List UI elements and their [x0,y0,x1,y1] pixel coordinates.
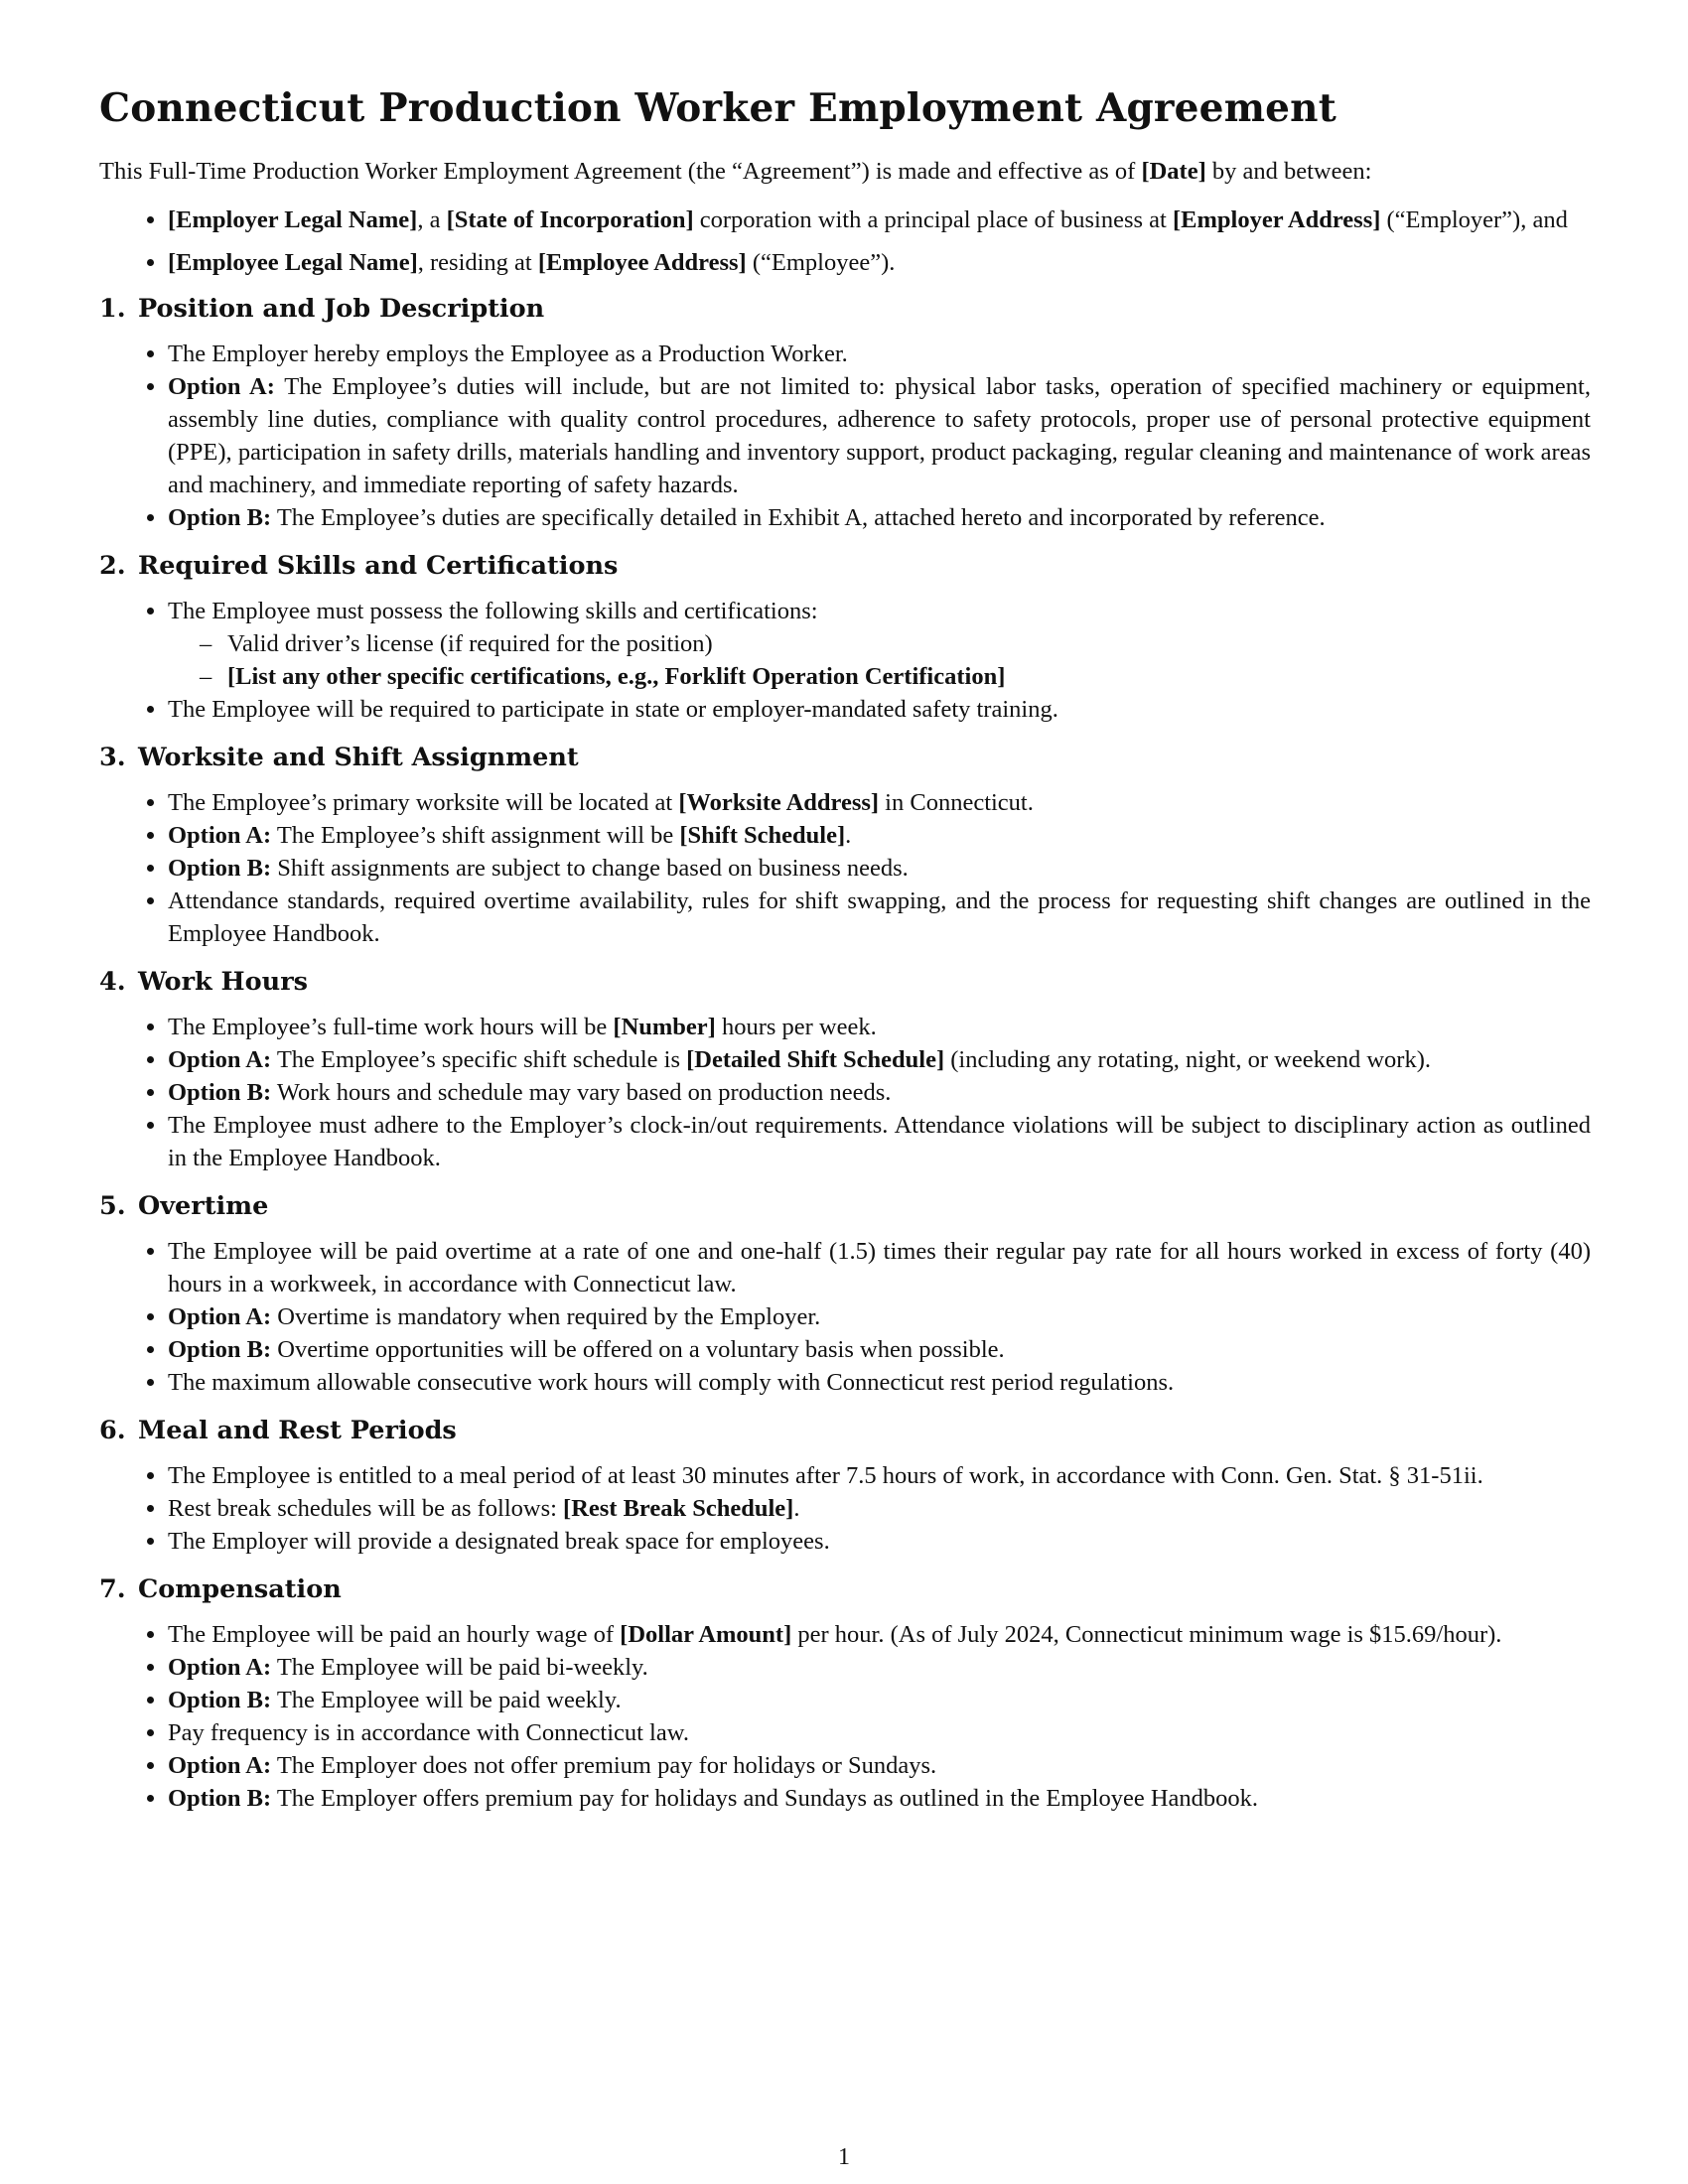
option-text: The Employee will be paid bi-weekly. [271,1654,648,1681]
section-heading-6 [99,1415,1591,1447]
option-label: Option B: [168,1336,272,1363]
certification-field: [List any other specific certifications, e.g., Forklift Operation Certification] [227,663,1006,690]
list-item: • The Employee will be paid overtime at a rate of one and one-half (1.5) times their regular pay rate for all hours worked in excess of forty (40) hours in a workweek, in accordance with Connecticut law. [168,1235,1591,1300]
section-number: 2. [99,551,126,581]
list-item [168,1043,1591,1076]
section-number: 1. [99,294,126,324]
party-text: (“Employer”), and [1380,206,1568,233]
option-text: The Employee’s shift assignment will be [271,822,680,849]
option-label: Option A: [168,1046,272,1073]
list-item [168,595,1591,693]
party-text: , residing at [417,249,538,276]
section-title: Work Hours [138,967,308,997]
party-employee [168,246,1591,279]
agreement-page [99,83,1591,1831]
employer-address-field: [Employer Address] [1172,206,1381,233]
list-item: • The Employee is entitled to a meal period of at least 30 minutes after 7.5 hours of work, in accordance with Conn. Gen. Stat. § 31-51ii. [168,1459,1591,1492]
page-number: 1 [838,2144,850,2170]
option-text: The Employee’s specific shift schedule is [271,1046,687,1073]
option-text: Shift assignments are subject to change based on business needs. [271,855,909,882]
party-text: (“Employee”). [746,249,896,276]
section-title: Overtime [138,1191,269,1221]
section-number: 6. [99,1416,126,1445]
list-item-text: in Connecticut. [879,789,1034,816]
section-heading-2 [99,550,1591,583]
worksite-address-field: [Worksite Address] [678,789,880,816]
option-text: . [845,822,852,849]
intro-text: This Full-Time Production Worker Employment Agreement (the “Agreement”) is made and effective as of [99,158,1142,185]
section-number: 3. [99,743,126,772]
section-heading-1 [99,293,1591,326]
list-item [168,1076,1591,1109]
option-text: Overtime is mandatory when required by the Employer. [271,1303,821,1330]
option-text: The Employer offers premium pay for holidays and Sundays as outlined in the Employee Handbook. [271,1785,1259,1812]
list-item [168,1684,1591,1716]
option-text: The Employee’s duties will include, but are not limited to: physical labor tasks, operation of specified machinery or equipment, assembly line duties, compliance with quality control procedures, adherence to safety protocols, proper use of personal protective equipment (PPE), participation in safety drills, materials handling and inventory support, product packaging, regular cleaning and maintenance of work areas and machinery, and immediate reporting of safety hazards. [168,373,1591,498]
option-label: Option B: [168,855,272,882]
rest-break-schedule-field: [Rest Break Schedule] [563,1495,794,1522]
section-title: Position and Job Description [138,294,545,324]
list-item: • Attendance standards, required overtime availability, rules for shift swapping, and the process for requesting shift changes are outlined in the Employee Handbook. [168,885,1591,950]
list-item [168,1492,1591,1525]
section-3-list [99,786,1591,950]
section-7-list [99,1618,1591,1815]
section-title: Meal and Rest Periods [138,1416,457,1445]
sub-list-item [227,660,1591,693]
section-5-list [99,1235,1591,1399]
option-label: Option B: [168,1079,272,1106]
section-heading-5 [99,1190,1591,1223]
intro-text-end: by and between: [1205,158,1372,185]
list-item-text: The Employee will be paid an hourly wage of [168,1621,621,1648]
list-item [168,501,1591,534]
document-title: Connecticut Production Worker Employment Agreement [99,85,1336,131]
list-item-text: The Employee’s full-time work hours will be [168,1014,614,1040]
list-item [168,819,1591,852]
shift-schedule-field: [Shift Schedule] [679,822,846,849]
option-label: Option B: [168,1785,272,1812]
date-field: [Date] [1141,158,1206,185]
employee-name-field: [Employee Legal Name] [168,249,418,276]
section-heading-7 [99,1573,1591,1606]
list-item-text: . [793,1495,800,1522]
list-item [168,1782,1591,1815]
list-item [168,1651,1591,1684]
list-item-text: per hour. (As of July 2024, Connecticut minimum wage is $15.69/hour). [791,1621,1502,1648]
detailed-shift-schedule-field: [Detailed Shift Schedule] [686,1046,945,1073]
option-label: Option A: [168,822,272,849]
section-number: 7. [99,1574,126,1604]
list-item [168,786,1591,819]
option-text: (including any rotating, night, or weekend work). [944,1046,1431,1073]
sub-list-item: – Valid driver’s license (if required for the position) [227,627,1591,660]
option-label: Option B: [168,504,272,531]
list-item-text: hours per week. [715,1014,877,1040]
option-label: Option A: [168,373,275,400]
option-text: The Employee will be paid weekly. [271,1687,622,1713]
section-1-list [99,338,1591,534]
option-label: Option B: [168,1687,272,1713]
intro-paragraph [99,155,1591,188]
list-item [168,1749,1591,1782]
option-label: Option A: [168,1303,272,1330]
list-item: • The Employee will be required to participate in state or employer-mandated safety training. [168,693,1591,726]
party-text: corporation with a principal place of business at [693,206,1173,233]
list-item [168,370,1591,501]
list-item [168,1618,1591,1651]
section-4-list [99,1011,1591,1174]
list-item: • The maximum allowable consecutive work hours will comply with Connecticut rest period regulations. [168,1366,1591,1399]
list-item [168,852,1591,885]
party-employer [168,204,1591,236]
dollar-amount-field: [Dollar Amount] [620,1621,792,1648]
parties-list [99,204,1591,279]
option-label: Option A: [168,1654,272,1681]
list-item: • The Employee must adhere to the Employer’s clock-in/out requirements. Attendance violations will be subject to disciplinary action as outlined in the Employee Handbook. [168,1109,1591,1174]
section-title: Required Skills and Certifications [138,551,619,581]
section-title: Worksite and Shift Assignment [138,743,579,772]
option-label: Option A: [168,1752,272,1779]
section-6-list [99,1459,1591,1558]
list-item [168,1333,1591,1366]
list-item-text: The Employee must possess the following skills and certifications: [168,598,818,624]
employee-address-field: [Employee Address] [537,249,747,276]
section-number: 4. [99,967,126,997]
sub-list [168,627,1591,693]
section-2-list [99,595,1591,726]
option-text: Overtime opportunities will be offered on a voluntary basis when possible. [271,1336,1005,1363]
section-heading-3 [99,742,1591,774]
option-text: Work hours and schedule may vary based on production needs. [271,1079,892,1106]
state-field: [State of Incorporation] [446,206,694,233]
list-item: • The Employer hereby employs the Employee as a Production Worker. [168,338,1591,370]
hours-number-field: [Number] [613,1014,716,1040]
list-item: • Pay frequency is in accordance with Connecticut law. [168,1716,1591,1749]
list-item: • The Employer will provide a designated break space for employees. [168,1525,1591,1558]
party-text: , a [417,206,447,233]
section-title: Compensation [138,1574,342,1604]
list-item-text: Rest break schedules will be as follows: [168,1495,564,1522]
section-number: 5. [99,1191,126,1221]
list-item [168,1011,1591,1043]
list-item-text: The Employee’s primary worksite will be located at [168,789,679,816]
option-text: The Employee’s duties are specifically detailed in Exhibit A, attached hereto and incorporated by reference. [271,504,1326,531]
employer-name-field: [Employer Legal Name] [168,206,418,233]
section-heading-4 [99,966,1591,999]
list-item [168,1300,1591,1333]
option-text: The Employer does not offer premium pay for holidays or Sundays. [271,1752,937,1779]
